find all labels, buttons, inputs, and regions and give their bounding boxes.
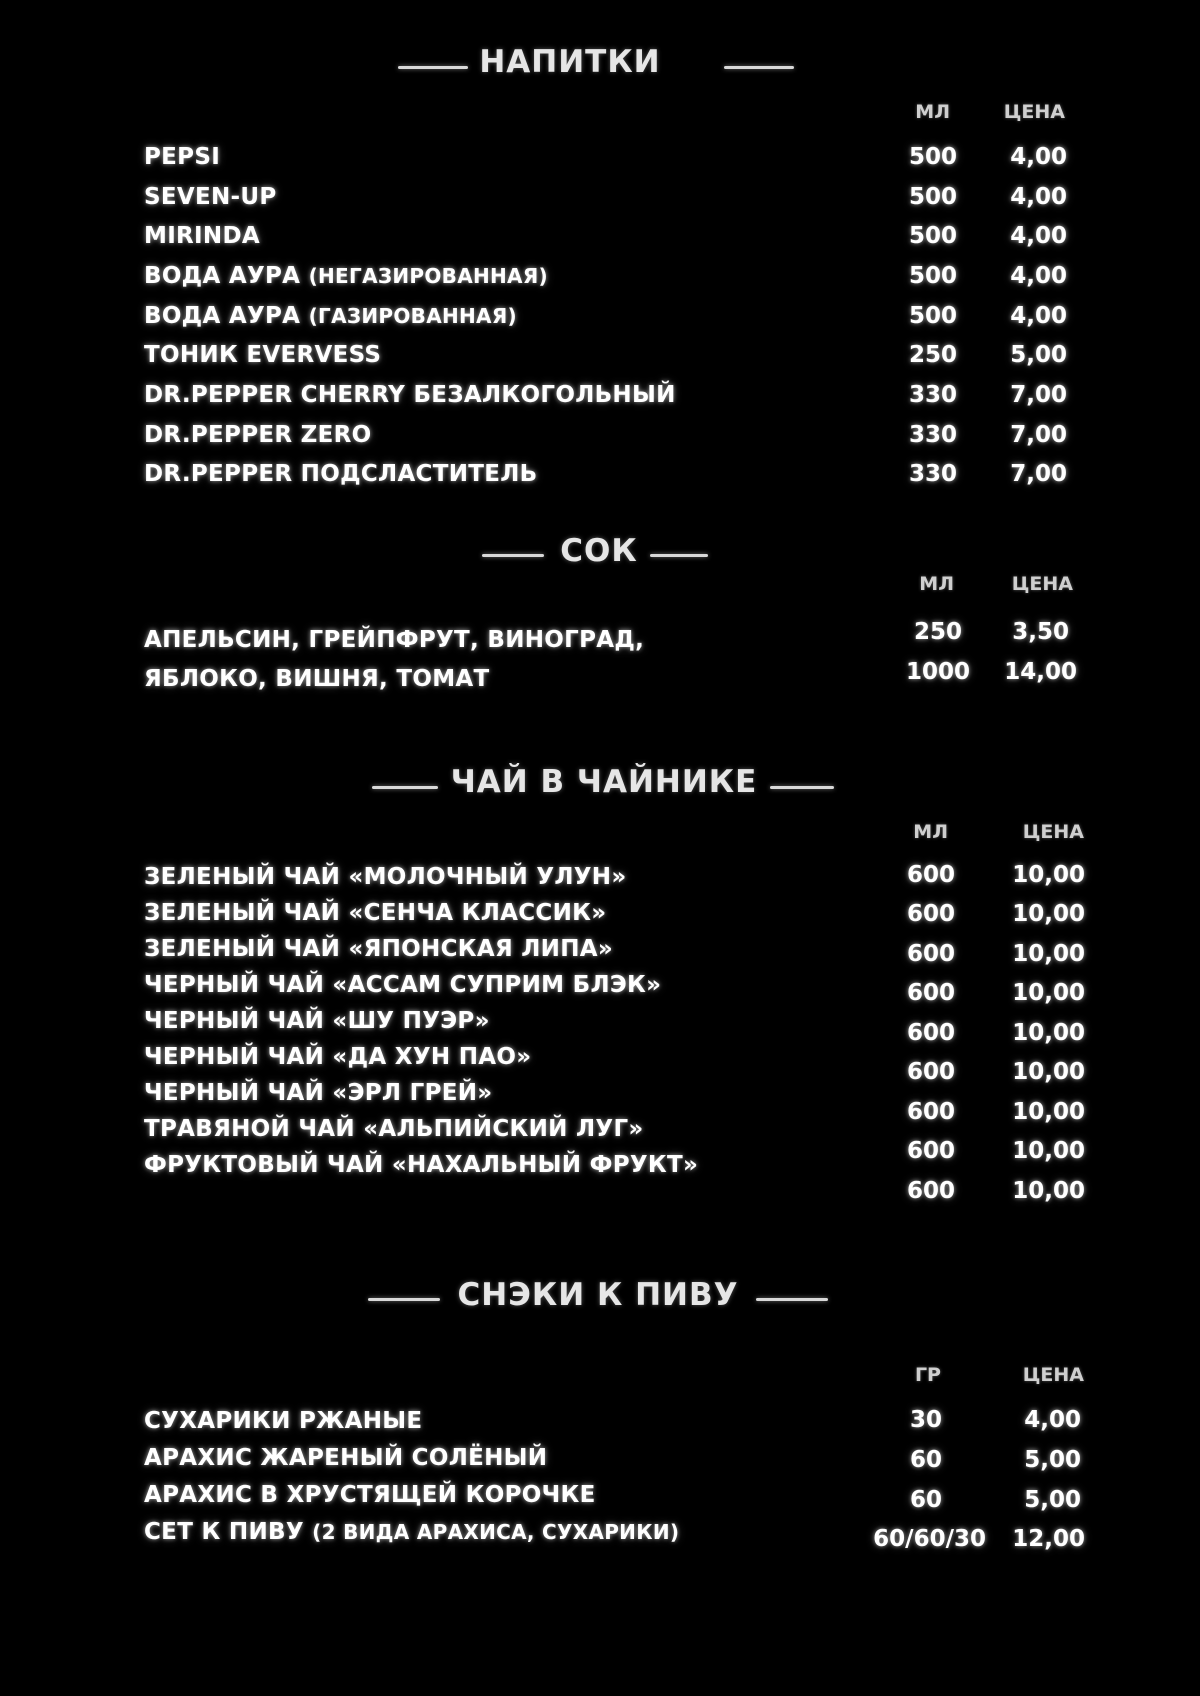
item-volume: 330 (908, 422, 957, 448)
section-title-juice: СОК (560, 533, 638, 569)
item-price: 3,50 (1012, 619, 1069, 645)
list-item: MIRINDA (144, 223, 260, 249)
title-line-right (756, 1298, 828, 1301)
column-header-price: ЦЕНА (1022, 1364, 1084, 1386)
section-title-drinks: НАПИТКИ (479, 44, 661, 80)
item-price: 10,00 (1012, 980, 1085, 1006)
list-item: ЗЕЛЕНЫЙ ЧАЙ «СЕНЧА КЛАССИК» (144, 900, 607, 926)
list-item: АПЕЛЬСИН, ГРЕЙПФРУТ, ВИНОГРАД, (144, 627, 645, 653)
item-price: 4,00 (1010, 223, 1067, 249)
list-item: DR.PEPPER ПОДСЛАСТИТЕЛЬ (144, 461, 538, 487)
item-volume: 500 (908, 303, 957, 329)
item-volume: 600 (906, 941, 955, 967)
item-volume: 500 (908, 263, 957, 289)
item-note: (2 ВИДА АРАХИСА, СУХАРИКИ) (312, 1520, 680, 1544)
item-price: 10,00 (1012, 941, 1085, 967)
item-volume: 600 (906, 1059, 955, 1085)
item-volume: 500 (908, 184, 957, 210)
item-price: 4,00 (1010, 184, 1067, 210)
item-price: 10,00 (1012, 1138, 1085, 1164)
column-header-volume: МЛ (915, 101, 950, 123)
column-header-price: ЦЕНА (1011, 573, 1073, 595)
list-item: ЧЕРНЫЙ ЧАЙ «ЭРЛ ГРЕЙ» (144, 1080, 493, 1106)
item-price: 4,00 (1010, 263, 1067, 289)
item-weight: 30 (909, 1407, 942, 1433)
item-price: 5,00 (1010, 342, 1067, 368)
item-price: 12,00 (1012, 1526, 1085, 1552)
column-header-price: ЦЕНА (1003, 101, 1065, 123)
item-volume: 600 (906, 1178, 955, 1204)
list-item: ВОДА АУРА (ГАЗИРОВАННАЯ) (144, 303, 517, 329)
item-price: 7,00 (1010, 461, 1067, 487)
item-volume: 250 (913, 619, 962, 645)
list-item: ЧЕРНЫЙ ЧАЙ «АССАМ СУПРИМ БЛЭК» (144, 972, 662, 998)
column-header-price: ЦЕНА (1022, 821, 1084, 843)
list-item: ФРУКТОВЫЙ ЧАЙ «НАХАЛЬНЫЙ ФРУКТ» (144, 1152, 699, 1178)
item-volume: 500 (908, 223, 957, 249)
column-header-volume: МЛ (913, 821, 948, 843)
list-item: ЧЕРНЫЙ ЧАЙ «ШУ ПУЭР» (144, 1008, 490, 1034)
title-line-left (398, 66, 468, 69)
section-title-snacks: СНЭКИ К ПИВУ (457, 1277, 739, 1313)
item-price: 4,00 (1010, 303, 1067, 329)
item-volume: 1000 (905, 659, 970, 685)
item-volume: 600 (906, 1099, 955, 1125)
item-price: 7,00 (1010, 422, 1067, 448)
item-note: (ГАЗИРОВАННАЯ) (308, 304, 517, 328)
list-item: DR.PEPPER CHERRY БЕЗАЛКОГОЛЬНЫЙ (144, 382, 676, 408)
item-volume: 600 (906, 862, 955, 888)
title-line-right (770, 786, 834, 789)
title-line-right (724, 66, 794, 69)
title-line-left (482, 554, 544, 557)
item-volume: 600 (906, 980, 955, 1006)
item-volume: 330 (908, 382, 957, 408)
item-note: (НЕГАЗИРОВАННАЯ) (308, 264, 548, 288)
item-volume: 600 (906, 1020, 955, 1046)
item-volume: 330 (908, 461, 957, 487)
item-volume: 600 (906, 1138, 955, 1164)
list-item: ЗЕЛЕНЫЙ ЧАЙ «МОЛОЧНЫЙ УЛУН» (144, 864, 627, 890)
item-price: 4,00 (1010, 144, 1067, 170)
item-price: 10,00 (1012, 862, 1085, 888)
item-price: 10,00 (1012, 1059, 1085, 1085)
list-item: АРАХИС В ХРУСТЯЩЕЙ КОРОЧКЕ (144, 1482, 596, 1508)
list-item: ЯБЛОКО, ВИШНЯ, ТОМАТ (144, 666, 490, 692)
item-price: 5,00 (1024, 1487, 1081, 1513)
item-volume: 250 (908, 342, 957, 368)
item-price: 4,00 (1024, 1407, 1081, 1433)
list-item: СЕТ К ПИВУ (2 ВИДА АРАХИСА, СУХАРИКИ) (144, 1519, 680, 1545)
item-weight: 60 (909, 1447, 942, 1473)
list-item: PEPSI (144, 144, 221, 170)
item-weight: 60 (909, 1487, 942, 1513)
item-price: 5,00 (1024, 1447, 1081, 1473)
item-price: 10,00 (1012, 1020, 1085, 1046)
item-price: 7,00 (1010, 382, 1067, 408)
title-line-right (650, 554, 708, 557)
list-item: ТОНИК EVERVESS (144, 342, 382, 368)
column-header-weight: ГР (914, 1364, 941, 1386)
list-item: ЗЕЛЕНЫЙ ЧАЙ «ЯПОНСКАЯ ЛИПА» (144, 936, 614, 962)
section-title-tea: ЧАЙ В ЧАЙНИКЕ (450, 764, 758, 800)
list-item: ВОДА АУРА (НЕГАЗИРОВАННАЯ) (144, 263, 548, 289)
item-price: 10,00 (1012, 901, 1085, 927)
item-price: 10,00 (1012, 1178, 1085, 1204)
list-item: SEVEN-UP (144, 184, 277, 210)
list-item: АРАХИС ЖАРЕНЫЙ СОЛЁНЫЙ (144, 1445, 548, 1471)
list-item: ТРАВЯНОЙ ЧАЙ «АЛЬПИЙСКИЙ ЛУГ» (144, 1116, 644, 1142)
column-header-volume: МЛ (919, 573, 954, 595)
list-item: ЧЕРНЫЙ ЧАЙ «ДА ХУН ПАО» (144, 1044, 532, 1070)
item-volume: 600 (906, 901, 955, 927)
item-weight: 60/60/30 (873, 1526, 986, 1552)
item-volume: 500 (908, 144, 957, 170)
list-item: DR.PEPPER ZERO (144, 422, 372, 448)
title-line-left (368, 1298, 440, 1301)
title-line-left (372, 786, 438, 789)
item-price: 10,00 (1012, 1099, 1085, 1125)
list-item: СУХАРИКИ РЖАНЫЕ (144, 1408, 423, 1434)
item-price: 14,00 (1004, 659, 1077, 685)
